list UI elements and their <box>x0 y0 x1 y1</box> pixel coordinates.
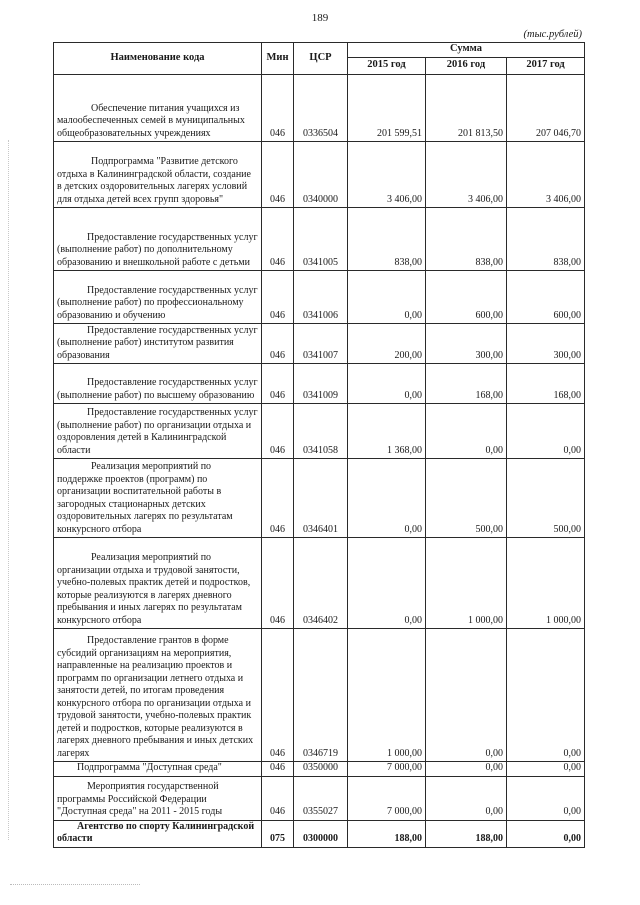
row-2017: 1 000,00 <box>507 538 585 629</box>
row-2015: 0,00 <box>348 459 426 538</box>
row-2016: 0,00 <box>426 404 507 459</box>
row-csr: 0341058 <box>294 404 348 459</box>
scan-footer-dots <box>10 884 140 886</box>
row-2015: 3 406,00 <box>348 142 426 208</box>
row-min: 046 <box>262 142 294 208</box>
row-2015: 1 368,00 <box>348 404 426 459</box>
row-min: 046 <box>262 538 294 629</box>
row-csr: 0346401 <box>294 459 348 538</box>
header-2016: 2016 год <box>426 58 507 75</box>
row-2017: 168,00 <box>507 364 585 404</box>
row-min: 075 <box>262 820 294 847</box>
row-2015: 188,00 <box>348 820 426 847</box>
row-2017: 0,00 <box>507 762 585 777</box>
row-2015: 0,00 <box>348 364 426 404</box>
row-min: 046 <box>262 364 294 404</box>
row-min: 046 <box>262 762 294 777</box>
header-csr: ЦСР <box>294 43 348 75</box>
row-name: Агентство по спорту Калининградской области <box>54 820 262 847</box>
row-2016: 838,00 <box>426 208 507 271</box>
row-min: 046 <box>262 324 294 364</box>
row-2017: 0,00 <box>507 629 585 762</box>
row-2017: 0,00 <box>507 776 585 820</box>
table-row <box>54 364 585 404</box>
row-2015: 838,00 <box>348 208 426 271</box>
row-csr: 0336504 <box>294 75 348 142</box>
table-row <box>54 762 585 777</box>
row-csr: 0341007 <box>294 324 348 364</box>
row-2017: 300,00 <box>507 324 585 364</box>
row-csr: 0346402 <box>294 538 348 629</box>
table-row <box>54 820 585 847</box>
table-row <box>54 142 585 208</box>
row-min: 046 <box>262 404 294 459</box>
row-2016: 168,00 <box>426 364 507 404</box>
header-name: Наименование кода <box>54 43 262 75</box>
row-2016: 188,00 <box>426 820 507 847</box>
row-2015: 0,00 <box>348 538 426 629</box>
budget-table <box>53 42 585 848</box>
row-name: Мероприятия государственной программы Российской Федерации "Доступная среда" на 2011 - 2015 годы <box>54 776 262 820</box>
row-2015: 200,00 <box>348 324 426 364</box>
row-min: 046 <box>262 75 294 142</box>
row-2017: 3 406,00 <box>507 142 585 208</box>
table-row <box>54 75 585 142</box>
row-2016: 1 000,00 <box>426 538 507 629</box>
table-row <box>54 271 585 324</box>
row-min: 046 <box>262 459 294 538</box>
table-row <box>54 776 585 820</box>
row-name: Реализация мероприятий по организации отдыха и трудовой занятости, учебно-полевых практик детей и подростков, которые реализуются в лагерях дневного пребывания и иных лагерях по результатам конкурсного отбора <box>54 538 262 629</box>
row-2017: 500,00 <box>507 459 585 538</box>
scan-margin-dots <box>8 140 10 840</box>
row-2016: 500,00 <box>426 459 507 538</box>
row-2016: 300,00 <box>426 324 507 364</box>
row-csr: 0346719 <box>294 629 348 762</box>
table-row <box>54 538 585 629</box>
row-name: Реализация мероприятий по поддержке проектов (программ) по организации воспитательной работы в загородных стационарных детских оздоровительных лагерях по результатам конкурсного отбора <box>54 459 262 538</box>
row-2015: 7 000,00 <box>348 762 426 777</box>
row-csr: 0341006 <box>294 271 348 324</box>
row-name: Подпрограмма "Развитие детского отдыха в Калининградской области, создание в детских оздоровительных лагерях условий для отдыха детей всех групп здоровья" <box>54 142 262 208</box>
row-name: Подпрограмма "Доступная среда" <box>54 762 262 777</box>
header-min: Мин <box>262 43 294 75</box>
row-name: Предоставление государственных услуг (выполнение работ) по организации отдыха и оздоровления детей в Калининградской области <box>54 404 262 459</box>
header-2017: 2017 год <box>507 58 585 75</box>
row-csr: 0341009 <box>294 364 348 404</box>
row-csr: 0340000 <box>294 142 348 208</box>
row-2017: 207 046,70 <box>507 75 585 142</box>
row-2015: 201 599,51 <box>348 75 426 142</box>
row-2017: 0,00 <box>507 404 585 459</box>
page-number: 189 <box>311 12 329 24</box>
row-name: Предоставление грантов в форме субсидий организациям на мероприятия, направленные на реализацию проектов и программ по организации летнего отдыха и занятости детей, по итогам проведения конкурсного отбора по организации отдыха и трудовой занятости, учебно-полевых практик детей и подростков, которые реализуются в лагерях дневного пребывания и иных детских лагерях <box>54 629 262 762</box>
row-2017: 838,00 <box>507 208 585 271</box>
header-2015: 2015 год <box>348 58 426 75</box>
row-min: 046 <box>262 776 294 820</box>
row-name: Предоставление государственных услуг (выполнение работ) по дополнительному образованию и внешкольной работе с детьми <box>54 208 262 271</box>
header-sum: Сумма <box>348 43 585 58</box>
row-csr: 0350000 <box>294 762 348 777</box>
row-2016: 600,00 <box>426 271 507 324</box>
row-2017: 600,00 <box>507 271 585 324</box>
row-min: 046 <box>262 271 294 324</box>
row-name: Обеспечение питания учащихся из малообеспеченных семей в муниципальных общеобразовательных учреждениях <box>54 75 262 142</box>
row-2016: 0,00 <box>426 776 507 820</box>
row-2017: 0,00 <box>507 820 585 847</box>
units-label: (тыс.рублей) <box>523 29 582 40</box>
row-csr: 0300000 <box>294 820 348 847</box>
row-min: 046 <box>262 208 294 271</box>
row-2015: 0,00 <box>348 271 426 324</box>
row-name: Предоставление государственных услуг (выполнение работ) по профессиональному образованию и обучению <box>54 271 262 324</box>
table-row <box>54 324 585 364</box>
row-csr: 0355027 <box>294 776 348 820</box>
row-csr: 0341005 <box>294 208 348 271</box>
row-2016: 0,00 <box>426 762 507 777</box>
table-row <box>54 208 585 271</box>
row-name: Предоставление государственных услуг (выполнение работ) институтом развития образования <box>54 324 262 364</box>
table-row <box>54 404 585 459</box>
table-row <box>54 459 585 538</box>
row-2015: 7 000,00 <box>348 776 426 820</box>
row-2016: 3 406,00 <box>426 142 507 208</box>
row-2015: 1 000,00 <box>348 629 426 762</box>
table-row <box>54 629 585 762</box>
row-2016: 0,00 <box>426 629 507 762</box>
row-min: 046 <box>262 629 294 762</box>
row-2016: 201 813,50 <box>426 75 507 142</box>
row-name: Предоставление государственных услуг (выполнение работ) по высшему образованию <box>54 364 262 404</box>
